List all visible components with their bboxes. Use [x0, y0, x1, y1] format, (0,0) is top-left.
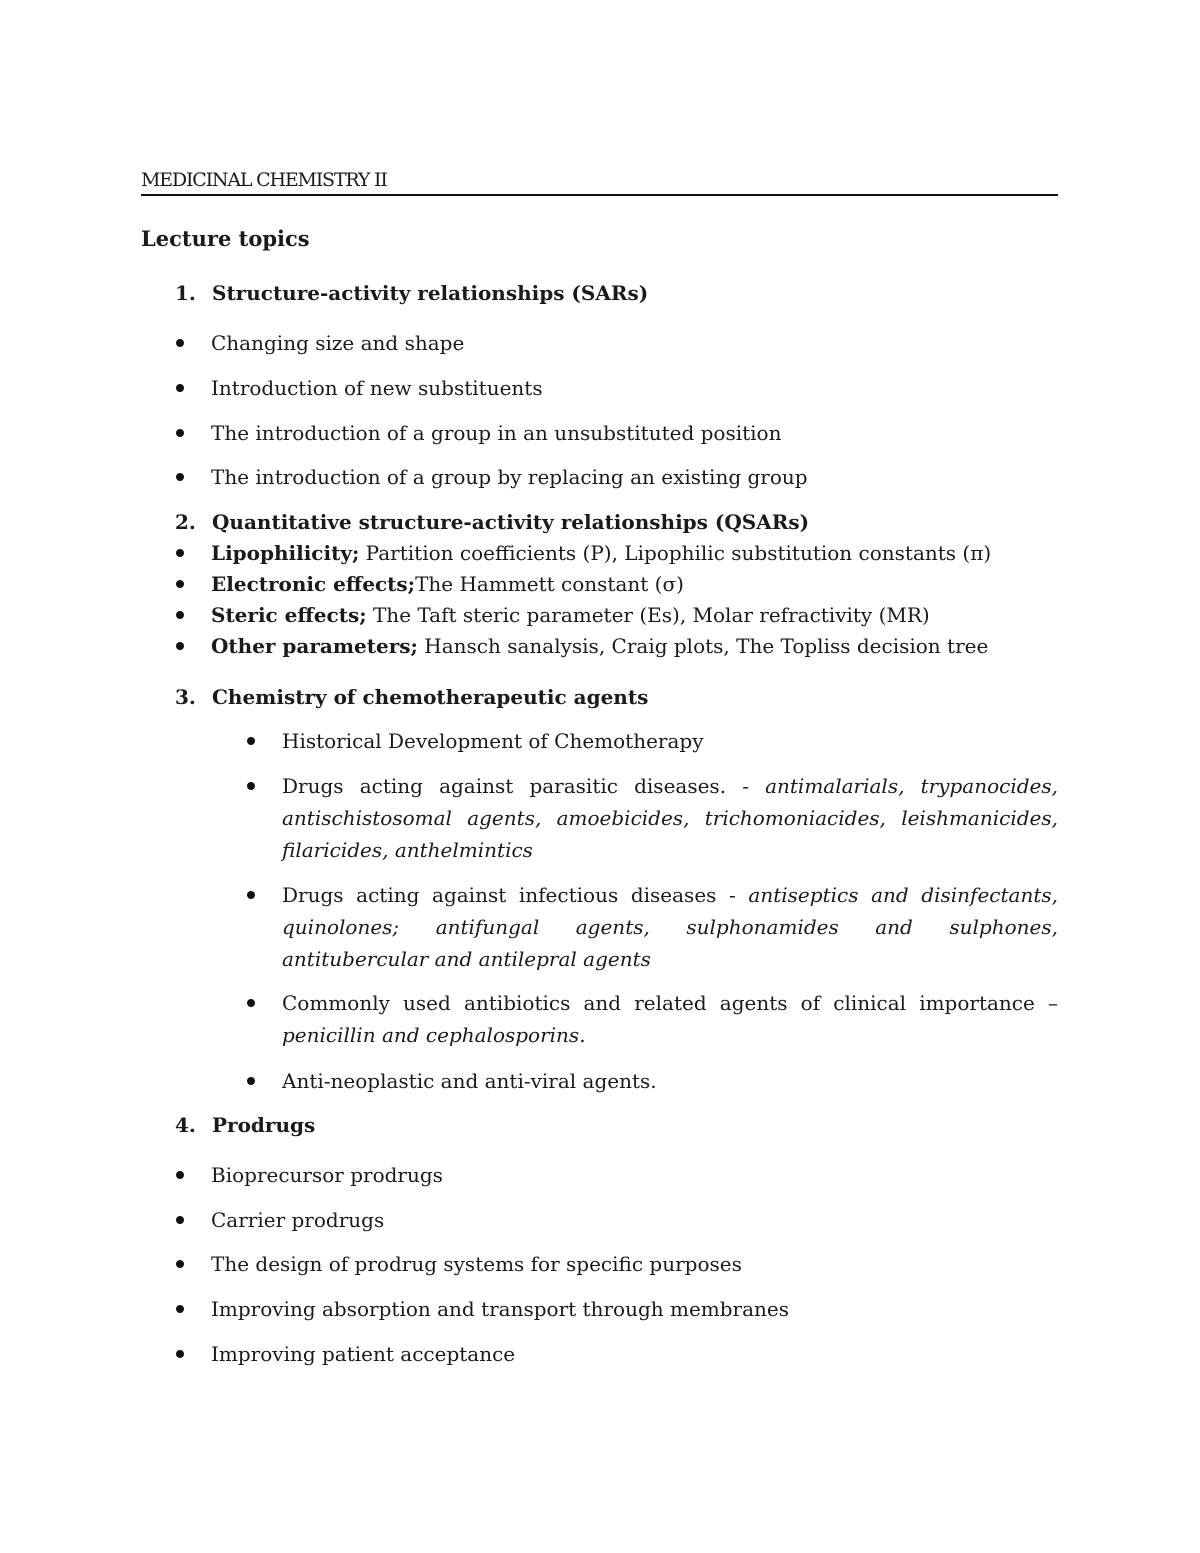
item-term: Steric effects; — [211, 603, 367, 627]
section-title — [175, 1113, 315, 1137]
item-text: The Hammett constant (σ) — [415, 572, 684, 596]
document-title: MEDICINAL CHEMISTRY II — [141, 168, 1058, 196]
list-item — [282, 879, 1058, 975]
lecture-topics-heading: Lecture topics — [141, 226, 310, 251]
list-item: Improving patient acceptance — [211, 1338, 1058, 1370]
section-number: 4. — [175, 1113, 196, 1137]
item-term: Other parameters; — [211, 634, 418, 658]
list-item — [211, 599, 1058, 631]
list-item — [211, 537, 1058, 569]
list-item — [211, 630, 1058, 662]
section-title — [175, 510, 809, 534]
section-number: 2. — [175, 510, 196, 534]
section-title-text: Structure-activity relationships (SARs) — [212, 281, 649, 305]
list-item: Bioprecursor prodrugs — [211, 1159, 1058, 1191]
section-number: 1. — [175, 281, 196, 305]
item-text: Commonly used antibiotics and related agents of clinical importance – — [282, 991, 1058, 1015]
list-item: Carrier prodrugs — [211, 1204, 1058, 1236]
item-text: Partition coefficients (P), Lipophilic substitution constants (π) — [359, 541, 992, 565]
item-text: Drugs acting against parasitic diseases. - — [282, 774, 766, 798]
section-title-text: Quantitative structure-activity relationships (QSARs) — [212, 510, 810, 534]
item-emphasis: antiseptics and disinfectants, quinolones; antifungal agents, sulphonamides and sulphones, antitubercular and antilepral agents — [282, 883, 1058, 971]
list-item — [282, 987, 1058, 1051]
section-title-text: Chemistry of chemotherapeutic agents — [212, 685, 649, 709]
section-title — [175, 685, 648, 709]
list-item: The introduction of a group in an unsubstituted position — [211, 417, 1058, 449]
item-text: Hansch sanalysis, Craig plots, The Topliss decision tree — [417, 634, 989, 658]
item-term: Electronic effects; — [211, 572, 416, 596]
item-term: Lipophilicity; — [211, 541, 360, 565]
item-emphasis: antimalarials, trypanocides, antischistosomal agents, amoebicides, trichomoniacides, leishmanicides, filaricides, anthelmintics — [282, 774, 1058, 862]
list-item — [211, 568, 1058, 600]
list-item: Changing size and shape — [211, 327, 1058, 359]
section-number: 3. — [175, 685, 196, 709]
section-title — [175, 281, 648, 305]
item-tail: . — [579, 1023, 586, 1047]
item-text: Drugs acting against infectious diseases - — [282, 883, 749, 907]
list-item: Anti-neoplastic and anti-viral agents. — [282, 1065, 1058, 1097]
list-item: Historical Development of Chemotherapy — [282, 725, 1058, 757]
section-title-text: Prodrugs — [212, 1113, 316, 1137]
list-item: The design of prodrug systems for specific purposes — [211, 1248, 1058, 1280]
list-item: Introduction of new substituents — [211, 372, 1058, 404]
list-item — [282, 770, 1058, 866]
list-item: Improving absorption and transport through membranes — [211, 1293, 1058, 1325]
list-item: The introduction of a group by replacing an existing group — [211, 461, 1058, 493]
item-text: The Taft steric parameter (Es), Molar refractivity (MR) — [366, 603, 930, 627]
item-emphasis: penicillin and cephalosporins — [282, 1023, 580, 1047]
